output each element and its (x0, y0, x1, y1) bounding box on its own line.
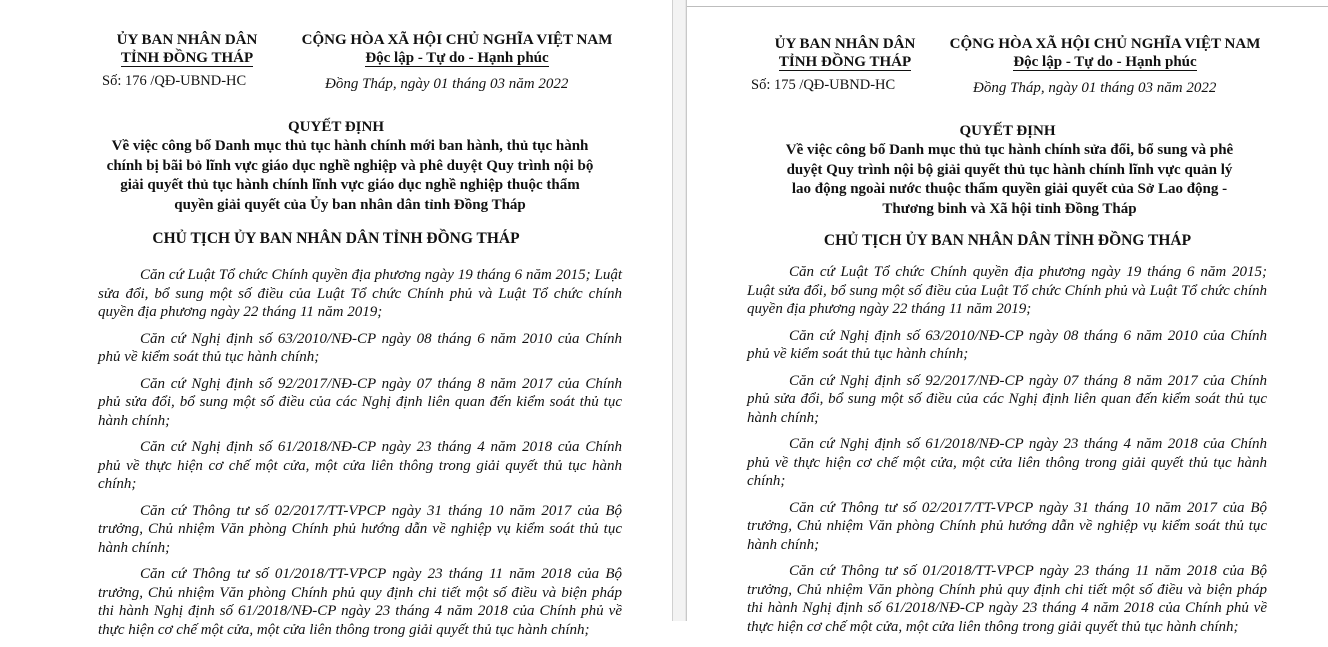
chairman-heading: CHỦ TỊCH ỦY BAN NHÂN DÂN TỈNH ĐỒNG THÁP (152, 230, 520, 247)
top-rule (687, 6, 1328, 7)
issue-date: Đồng Tháp, ngày 01 tháng 03 năm 2022 (973, 80, 1217, 96)
subject-line: quyền giải quyết của Ủy ban nhân dân tỉnh Đồng Tháp (174, 196, 526, 213)
document-title: QUYẾT ĐỊNH (959, 123, 1056, 139)
document-page-right (686, 0, 1328, 635)
subject-line: duyệt Quy trình nội bộ giải quyết thủ tục hành chính lĩnh vực quản lý (786, 161, 1233, 178)
legal-basis-paragraph: Căn cứ Nghị định số 63/2010/NĐ-CP ngày 08 tháng 6 năm 2010 của Chính phủ về kiểm soát thủ tục hành chính; (747, 327, 1267, 362)
document-title: QUYẾT ĐỊNH (288, 119, 384, 135)
national-line1: CỘNG HÒA XÃ HỘI CHỦ NGHĨA VIỆT NAM (949, 36, 1261, 52)
org-line1: ỦY BAN NHÂN DÂN (116, 32, 258, 48)
national-line1: CỘNG HÒA XÃ HỘI CHỦ NGHĨA VIỆT NAM (301, 32, 613, 48)
org-line1: ỦY BAN NHÂN DÂN (774, 36, 916, 52)
legal-basis-paragraph: Căn cứ Luật Tổ chức Chính quyền địa phương ngày 19 tháng 6 năm 2015; Luật sửa đổi, bổ sung một số điều của Luật Tổ chức Chính phủ và Luật Tổ chức chính quyền địa phương ngày 22 tháng 11 năm 2019; (747, 264, 1267, 317)
org-line2: TỈNH ĐỒNG THÁP (778, 54, 912, 70)
document-number: Số: 176 /QĐ-UBND-HC (102, 73, 247, 89)
org-line2: TỈNH ĐỒNG THÁP (120, 50, 254, 66)
subject-line: lao động ngoài nước thuộc thẩm quyền giải quyết của Sở Lao động - (791, 181, 1228, 197)
subject-line: Thương binh và Xã hội tỉnh Đồng Tháp (882, 200, 1137, 217)
legal-basis (98, 266, 622, 647)
legal-basis-paragraph: Căn cứ Nghị định số 63/2010/NĐ-CP ngày 08 tháng 6 năm 2010 của Chính phủ về kiểm soát thủ tục hành chính; (98, 330, 622, 365)
issuing-org (92, 31, 282, 67)
document-subject (70, 137, 630, 215)
legal-basis-paragraph: Căn cứ Thông tư số 02/2017/TT-VPCP ngày 31 tháng 10 năm 2017 của Bộ trưởng, Chủ nhiệm Văn phòng Chính phủ hướng dẫn về nghiệp vụ kiểm soát thủ tục hành chính; (98, 502, 622, 556)
chairman-heading: CHỦ TỊCH ỦY BAN NHÂN DÂN TỈNH ĐỒNG THÁP (823, 232, 1192, 249)
legal-basis-paragraph: Căn cứ Thông tư số 01/2018/TT-VPCP ngày 23 tháng 11 năm 2018 của Bộ trưởng, Chủ nhiệm Văn phòng Chính phủ quy định chi tiết một số điều và biện pháp thi hành Nghị định số 61/2018/NĐ-CP ngày 23 tháng 4 năm 2018 của Chính phủ về thực hiện cơ chế một cửa, một cửa liên thông trong giải quyết thủ tục hành chính; (98, 566, 622, 638)
legal-basis (747, 263, 1267, 644)
subject-line: Về việc công bố Danh mục thủ tục hành chính mới ban hành, thủ tục hành (111, 138, 589, 154)
legal-basis-paragraph: Căn cứ Nghị định số 92/2017/NĐ-CP ngày 07 tháng 8 năm 2017 của Chính phủ sửa đổi, bổ sung một số điều của các Nghị định liên quan đến kiểm soát thủ tục hành chính; (98, 375, 622, 429)
legal-basis-paragraph: Căn cứ Nghị định số 61/2018/NĐ-CP ngày 23 tháng 4 năm 2018 của Chính phủ về thực hiện cơ chế một cửa, một cửa liên thông trong giải quyết thủ tục hành chính; (747, 436, 1267, 489)
document-page-left (0, 0, 672, 638)
issuing-org (745, 35, 945, 71)
document-number: Số: 175 /QĐ-UBND-HC (751, 77, 896, 93)
national-line2: Độc lập - Tự do - Hạnh phúc (365, 50, 549, 66)
legal-basis-paragraph: Căn cứ Thông tư số 02/2017/TT-VPCP ngày 31 tháng 10 năm 2017 của Bộ trưởng, Chủ nhiệm Văn phòng Chính phủ hướng dẫn về nghiệp vụ kiểm soát thủ tục hành chính; (747, 499, 1267, 553)
subject-line: Về việc công bố Danh mục thủ tục hành chính sửa đổi, bổ sung và phê (785, 142, 1234, 158)
page-divider (672, 0, 687, 621)
national-line2: Độc lập - Tự do - Hạnh phúc (1013, 54, 1197, 70)
national-header (940, 35, 1270, 71)
legal-basis-paragraph: Căn cứ Thông tư số 01/2018/TT-VPCP ngày 23 tháng 11 năm 2018 của Bộ trưởng, Chủ nhiệm Văn phòng Chính phủ quy định chi tiết một số điều và biện pháp thi hành Nghị định số 61/2018/NĐ-CP ngày 23 tháng 4 năm 2018 của Chính phủ về thực hiện cơ chế một cửa, một cửa liên thông trong giải quyết thủ tục hành chính; (747, 563, 1267, 635)
issue-date: Đồng Tháp, ngày 01 tháng 03 năm 2022 (325, 76, 569, 92)
document-subject (737, 141, 1282, 219)
subject-line: chính bị bãi bỏ lĩnh vực giáo dục nghề nghiệp và phê duyệt Quy trình nội bộ (106, 157, 594, 174)
legal-basis-paragraph: Căn cứ Nghị định số 61/2018/NĐ-CP ngày 23 tháng 4 năm 2018 của Chính phủ về thực hiện cơ chế một cửa, một cửa liên thông trong giải quyết thủ tục hành chính; (98, 439, 622, 492)
legal-basis-paragraph: Căn cứ Nghị định số 92/2017/NĐ-CP ngày 07 tháng 8 năm 2017 của Chính phủ sửa đổi, bổ sung một số điều của các Nghị định liên quan đến kiểm soát thủ tục hành chính; (747, 372, 1267, 426)
national-header (292, 31, 622, 67)
subject-line: giải quyết thủ tục hành chính lĩnh vực giáo dục nghề nghiệp thuộc thẩm (120, 177, 580, 193)
legal-basis-paragraph: Căn cứ Luật Tổ chức Chính quyền địa phương ngày 19 tháng 6 năm 2015; Luật sửa đổi, bổ sung một số điều của Luật Tổ chức Chính phủ và Luật Tổ chức chính quyền địa phương ngày 22 tháng 11 năm 2019; (98, 267, 622, 320)
